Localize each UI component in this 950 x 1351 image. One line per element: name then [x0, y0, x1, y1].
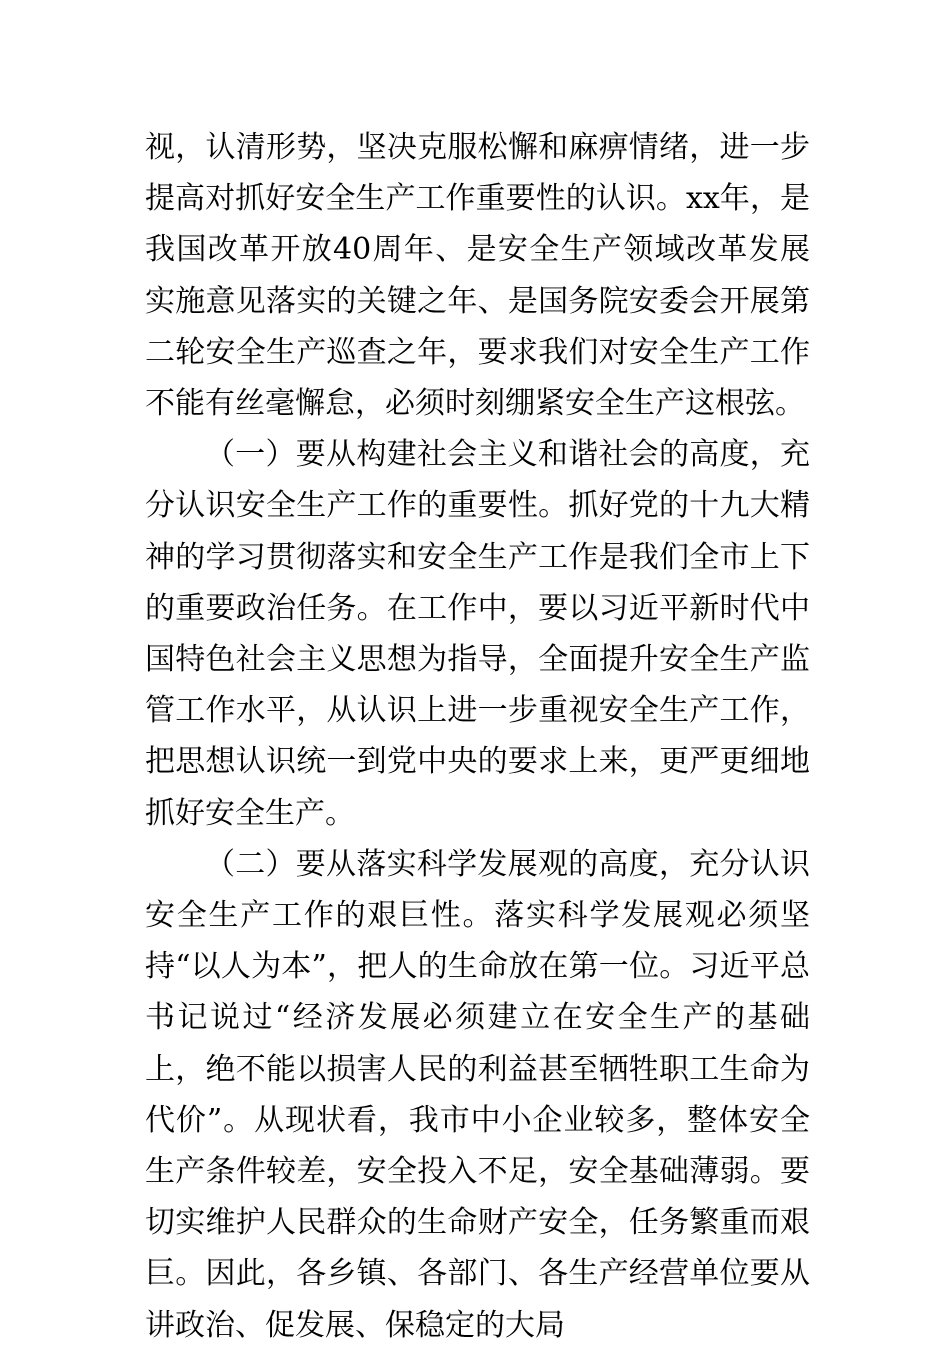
paragraph-section-two: （二）要从落实科学发展观的高度，充分认识安全生产工作的艰巨性。落实科学发展观必须坚持“以人为本”，把人的生命放在第一位。习近平总书记说过“经济发展必须建立在安全生产的基础上，绝不能以损害人民的利益甚至牺牲职工生命为代价”。从现状看，我市中小企业较多，整体安全生产条件较差，安全投入不足，安全基础薄弱。要切实维护人民群众的生命财产安全，任务繁重而艰巨。因此，各乡镇、各部门、各生产经营单位要从讲政治、促发展、保稳定的大局 — [145, 846, 810, 1343]
paragraph-section-one: （一）要从构建社会主义和谐社会的高度，充分认识安全生产工作的重要性。抓好党的十九大精神的学习贯彻落实和安全生产工作是我们全市上下的重要政治任务。在工作中，要以习近平新时代中国特色社会主义思想为指导，全面提升安全生产监管工作水平，从认识上进一步重视安全生产工作，把思想认识统一到党中央的要求上来，更严更细地抓好安全生产。 — [145, 437, 810, 831]
paragraph-continuation: 视，认清形势，坚决克服松懈和麻痹情绪，进一步提高对抓好安全生产工作重要性的认识。xx年，是我国改革开放40周年、是安全生产领域改革发展实施意见落实的关键之年、是国务院安委会开展第二轮安全生产巡查之年，要求我们对安全生产工作不能有丝毫懈怠，必须时刻绷紧安全生产这根弦。 — [145, 130, 810, 422]
document-body — [145, 122, 810, 1351]
